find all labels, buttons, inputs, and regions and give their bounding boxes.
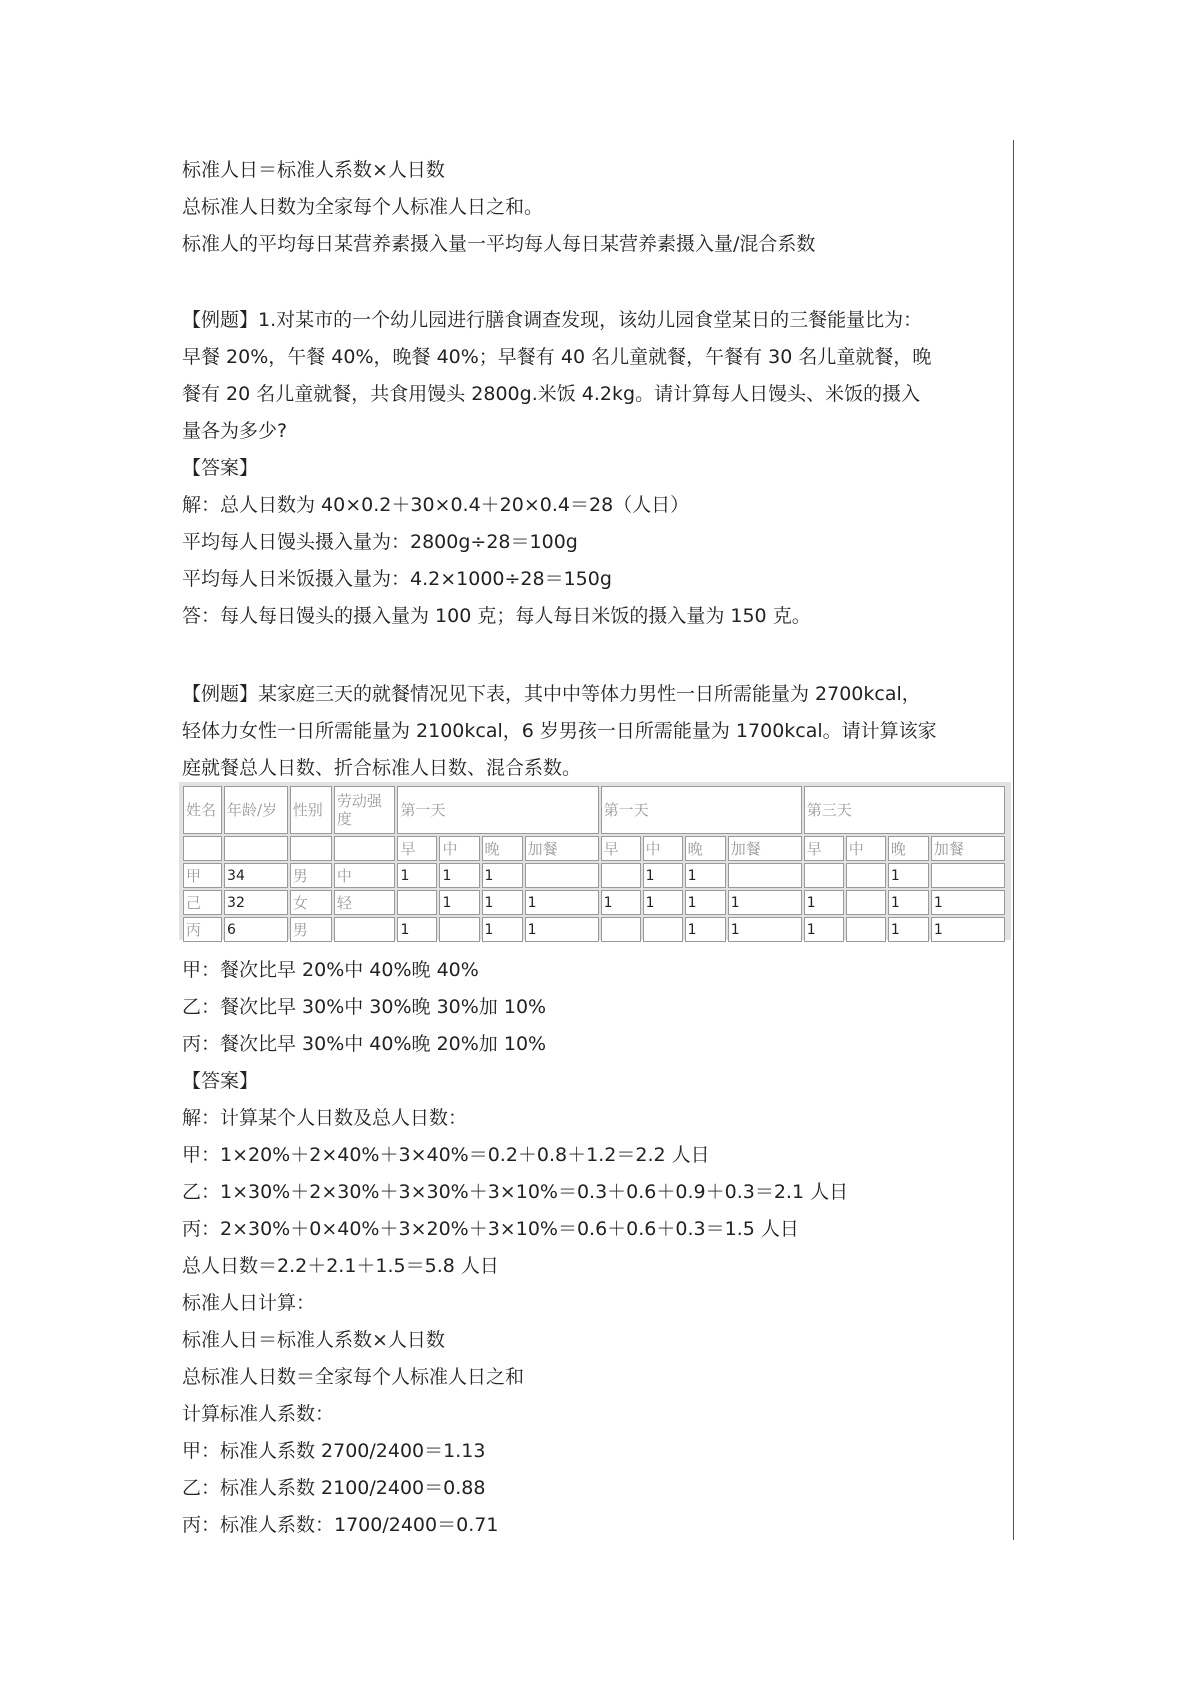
meal-lunch: 中 (846, 836, 886, 861)
meal-table (181, 784, 1007, 944)
table-cell (525, 863, 599, 888)
row-labor: 轻 (334, 890, 396, 915)
table-cell: 1 (728, 917, 802, 942)
table-meal-row (183, 836, 1005, 861)
example2-answer-label: 【答案】 (182, 1070, 259, 1092)
row-sex: 男 (290, 863, 332, 888)
example2-answer-line: 乙：1×30%＋2×30%＋3×30%＋3×10%＝0.3＋0.6＋0.9＋0.3＝2.1 人日 (182, 1181, 849, 1203)
table-cell: 1 (482, 917, 523, 942)
table-row (183, 917, 1005, 942)
table-cell: 1 (482, 890, 523, 915)
example1-answer-line: 答：每人每日馒头的摄入量为 100 克；每人每日米饭的摄入量为 150 克。 (182, 605, 811, 627)
header-day-1: 第一天 (397, 786, 598, 834)
header-name: 姓名 (183, 786, 222, 834)
table-header-row (183, 786, 1005, 834)
meal-dinner: 晚 (685, 836, 726, 861)
table-cell: 1 (439, 890, 479, 915)
example1-question-line: 早餐 20%，午餐 40%，晚餐 40%；早餐有 40 名儿童就餐，午餐有 30 名儿童就餐，晚 (182, 346, 932, 368)
table-cell: 1 (888, 863, 929, 888)
meal-extra: 加餐 (728, 836, 802, 861)
meal-dinner: 晚 (888, 836, 929, 861)
example1-answer-line: 平均每人日米饭摄入量为：4.2×1000÷28＝150g (182, 568, 612, 590)
table-cell: 1 (685, 890, 726, 915)
meal-table-frame (179, 782, 1011, 940)
example2-answer-line: 甲：标准人系数 2700/2400＝1.13 (182, 1440, 486, 1462)
example2-question-line: 【例题】某家庭三天的就餐情况见下表，其中中等体力男性一日所需能量为 2700kcal， (182, 683, 921, 705)
header-age: 年龄/岁 (224, 786, 288, 834)
table-cell: 1 (397, 917, 437, 942)
table-cell: 1 (685, 917, 726, 942)
header-day-3: 第三天 (804, 786, 1005, 834)
table-cell: 1 (525, 890, 599, 915)
table-cell (224, 836, 288, 861)
example2-answer-line: 丙：2×30%＋0×40%＋3×20%＋3×10%＝0.6＋0.6＋0.3＝1.5 人日 (182, 1218, 799, 1240)
example2-question-line: 轻体力女性一日所需能量为 2100kcal，6 岁男孩一日所需能量为 1700kcal。请计算该家 (182, 720, 937, 742)
margin-rule (1013, 140, 1014, 1540)
header-sex: 性别 (290, 786, 332, 834)
table-cell: 1 (728, 890, 802, 915)
table-cell (397, 890, 437, 915)
table-cell: 1 (643, 890, 683, 915)
table-cell (334, 836, 396, 861)
row-name: 己 (183, 890, 222, 915)
example1-question-line: 【例题】1.对某市的一个幼儿园进行膳食调查发现，该幼儿园食堂某日的三餐能量比为： (182, 309, 923, 331)
intro-line: 标准人的平均每日某营养素摄入量一平均每人每日某营养素摄入量/混合系数 (182, 233, 816, 255)
table-cell (846, 890, 886, 915)
meal-breakfast: 早 (601, 836, 641, 861)
table-cell (439, 917, 479, 942)
example2-answer-line: 计算标准人系数： (182, 1403, 335, 1425)
table-cell: 1 (397, 863, 437, 888)
intro-line: 总标准人日数为全家每个人标准人日之和。 (182, 196, 544, 218)
row-age: 32 (224, 890, 288, 915)
row-sex: 男 (290, 917, 332, 942)
table-cell: 1 (482, 863, 523, 888)
table-cell: 1 (601, 890, 641, 915)
table-cell: 1 (888, 890, 929, 915)
meal-breakfast: 早 (397, 836, 437, 861)
example2-answer-line: 丙：标准人系数：1700/2400＝0.71 (182, 1514, 499, 1536)
row-age: 6 (224, 917, 288, 942)
meal-lunch: 中 (439, 836, 479, 861)
row-age: 34 (224, 863, 288, 888)
example2-answer-line: 甲：1×20%＋2×40%＋3×40%＝0.2＋0.8＋1.2＝2.2 人日 (182, 1144, 710, 1166)
table-cell (601, 863, 641, 888)
meal-extra: 加餐 (525, 836, 599, 861)
row-sex: 女 (290, 890, 332, 915)
meal-lunch: 中 (643, 836, 683, 861)
meal-ratio-line: 乙：餐次比早 30%中 30%晚 30%加 10% (182, 996, 547, 1018)
example1-answer-line: 平均每人日馒头摄入量为：2800g÷28＝100g (182, 531, 578, 553)
row-name: 甲 (183, 863, 222, 888)
example1-answer-line: 解：总人日数为 40×0.2＋30×0.4＋20×0.4＝28（人日） (182, 494, 690, 516)
meal-breakfast: 早 (804, 836, 844, 861)
example2-answer-line: 标准人日＝标准人系数×人日数 (182, 1329, 445, 1351)
table-cell: 1 (439, 863, 479, 888)
table-cell: 1 (685, 863, 726, 888)
example2-answer-line: 标准人日计算： (182, 1292, 316, 1314)
table-cell (601, 917, 641, 942)
example1-answer-label: 【答案】 (182, 457, 259, 479)
row-labor (334, 917, 396, 942)
table-cell (846, 863, 886, 888)
table-cell: 1 (888, 917, 929, 942)
table-cell: 1 (804, 890, 844, 915)
example2-question-line: 庭就餐总人日数、折合标准人日数、混合系数。 (182, 757, 582, 779)
table-cell: 1 (525, 917, 599, 942)
table-cell (728, 863, 802, 888)
table-row (183, 863, 1005, 888)
example1-question-line: 量各为多少? (182, 420, 288, 442)
meal-ratio-line: 丙：餐次比早 30%中 40%晚 20%加 10% (182, 1033, 547, 1055)
example2-answer-line: 总人日数＝2.2＋2.1＋1.5＝5.8 人日 (182, 1255, 499, 1277)
example2-answer-line: 解：计算某个人日数及总人日数： (182, 1107, 468, 1129)
table-cell (290, 836, 332, 861)
table-cell (804, 863, 844, 888)
meal-dinner: 晚 (482, 836, 523, 861)
table-cell: 1 (804, 917, 844, 942)
table-cell (846, 917, 886, 942)
header-day-2: 第一天 (601, 786, 802, 834)
table-cell (643, 917, 683, 942)
row-name: 丙 (183, 917, 222, 942)
header-labor: 劳动强度 (334, 786, 396, 834)
table-cell: 1 (931, 917, 1005, 942)
table-cell: 1 (931, 890, 1005, 915)
row-labor: 中 (334, 863, 396, 888)
example2-answer-line: 总标准人日数＝全家每个人标准人日之和 (182, 1366, 525, 1388)
table-row (183, 890, 1005, 915)
table-cell (183, 836, 222, 861)
intro-line: 标准人日＝标准人系数×人日数 (182, 159, 445, 181)
meal-ratio-line: 甲：餐次比早 20%中 40%晚 40% (182, 959, 479, 981)
table-cell (931, 863, 1005, 888)
example2-answer-line: 乙：标准人系数 2100/2400＝0.88 (182, 1477, 486, 1499)
meal-extra: 加餐 (931, 836, 1005, 861)
table-cell: 1 (643, 863, 683, 888)
example1-question-line: 餐有 20 名儿童就餐，共食用馒头 2800g.米饭 4.2kg。请计算每人日馒头、米饭的摄入 (182, 383, 921, 405)
